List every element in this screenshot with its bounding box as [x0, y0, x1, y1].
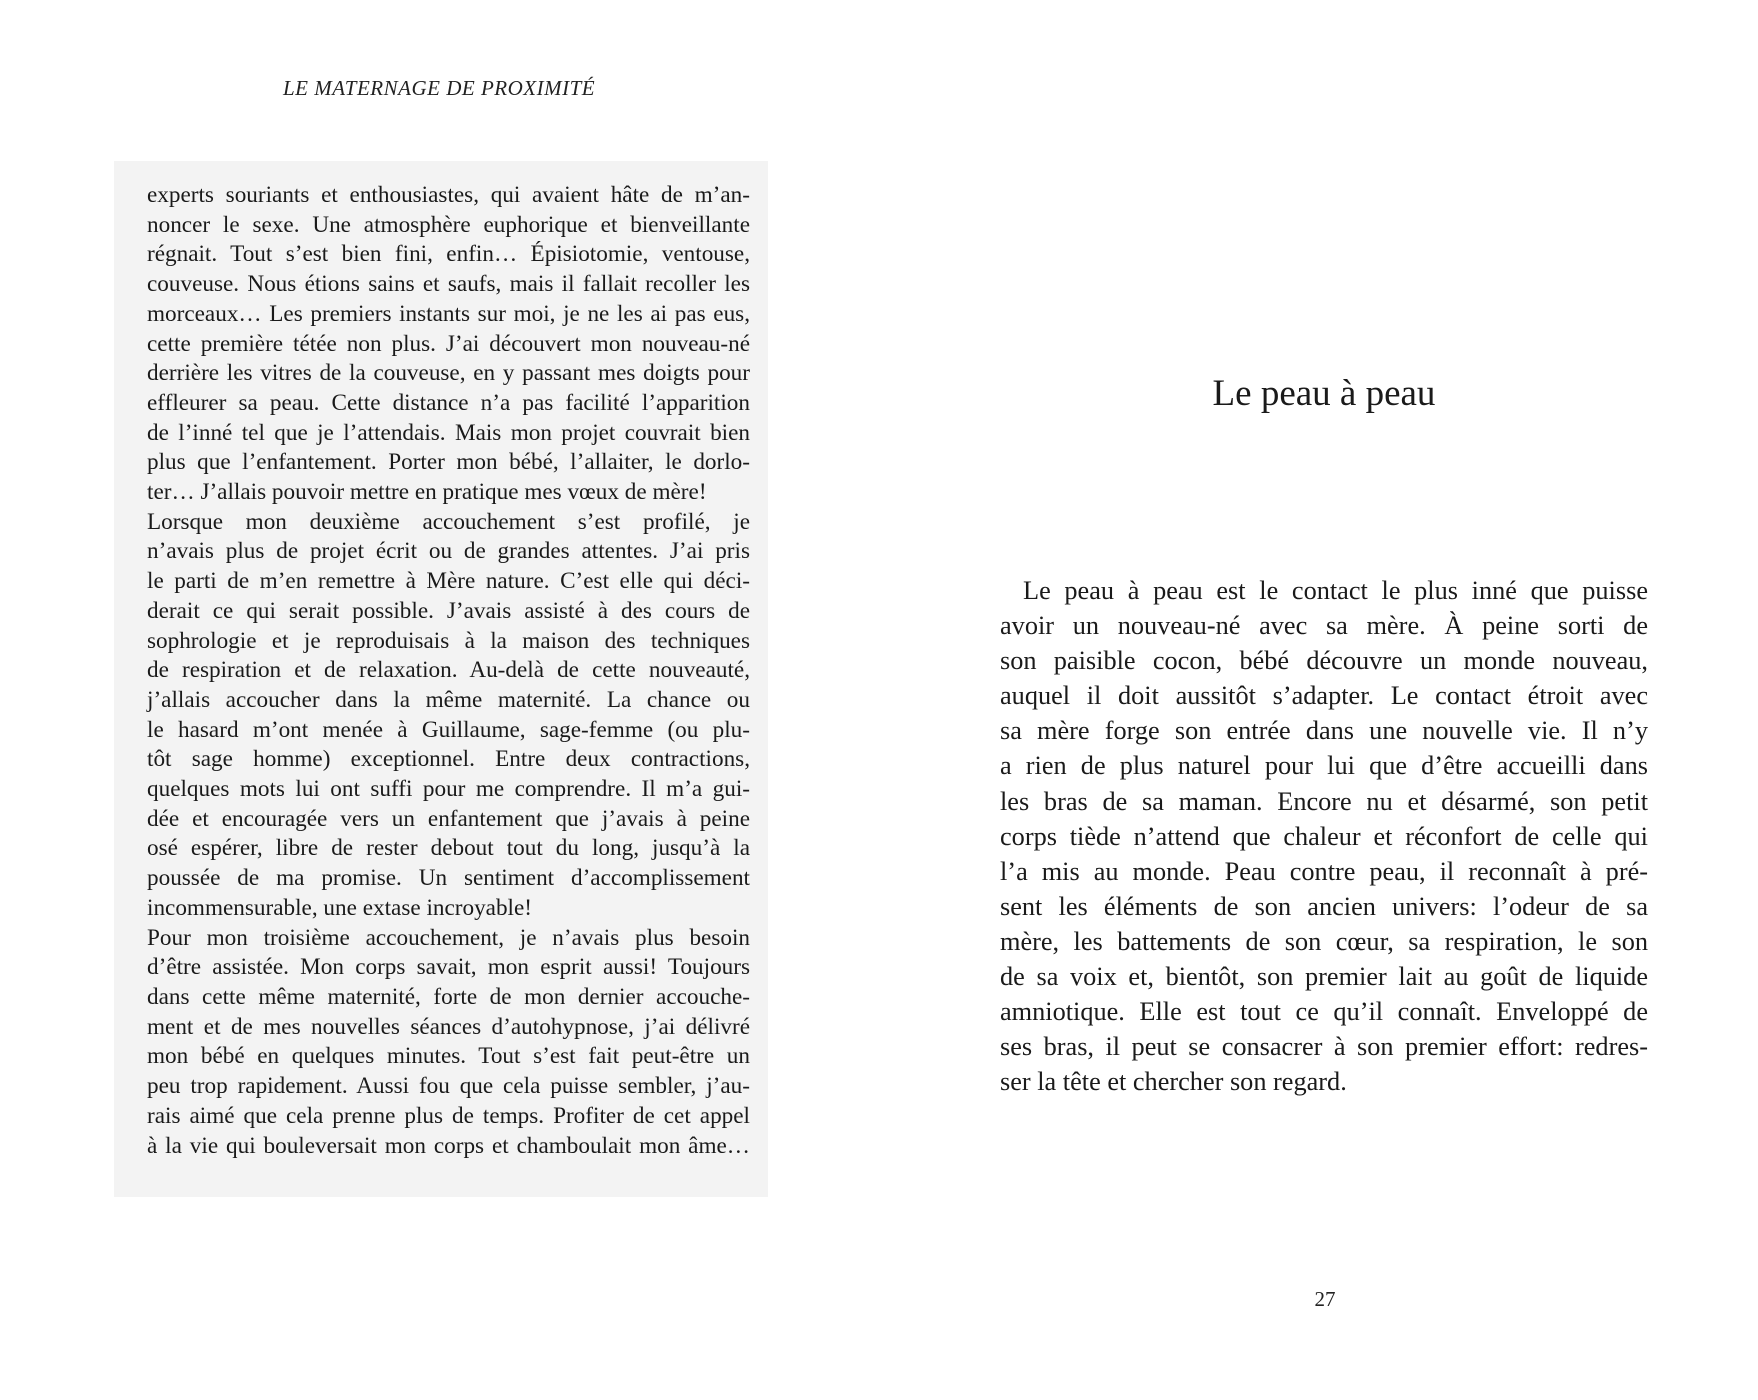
- body-line: sa mère forge son entrée dans une nouvelle vie. Il n’y: [1000, 716, 1648, 746]
- sidebar-line: j’allais accoucher dans la même maternité. La chance ou: [147, 686, 750, 713]
- sidebar-line: ter… J’allais pouvoir mettre en pratique mes vœux de mère!: [147, 479, 707, 506]
- sidebar-line: sophrologie et je reproduisais à la maison des techniques: [147, 627, 750, 654]
- body-line: a rien de plus naturel pour lui que d’être accueilli dans: [1000, 751, 1648, 781]
- sidebar-line: morceaux… Les premiers instants sur moi, je ne les ai pas eus,: [147, 300, 750, 327]
- sidebar-line: rais aimé que cela prenne plus de temps. Profiter de cet appel: [147, 1102, 750, 1129]
- sidebar-line: de l’inné tel que je l’attendais. Mais mon projet couvrait bien: [147, 419, 750, 446]
- body-line: de sa voix et, bientôt, son premier lait au goût de liquide: [1000, 962, 1648, 992]
- sidebar-line: couveuse. Nous étions sains et saufs, mais il fallait recoller les: [147, 271, 750, 298]
- sidebar-line: Lorsque mon deuxième accouchement s’est profilé, je: [147, 508, 750, 535]
- body-line: ses bras, il peut se consacrer à son premier effort: redres-: [1000, 1032, 1648, 1062]
- body-line: l’a mis au monde. Peau contre peau, il reconnaît à pré-: [1000, 856, 1648, 886]
- sidebar-line: à la vie qui bouleversait mon corps et chamboulait mon âme…: [147, 1132, 750, 1159]
- sidebar-line: d’être assistée. Mon corps savait, mon esprit aussi! Toujours: [147, 954, 750, 981]
- sidebar-line: tôt sage homme) exceptionnel. Entre deux contractions,: [147, 746, 750, 773]
- sidebar-line: derrière les vitres de la couveuse, en y passant mes doigts pour: [147, 360, 750, 387]
- sidebar-line: noncer le sexe. Une atmosphère euphorique et bienveillante: [147, 211, 750, 238]
- running-header: LE MATERNAGE DE PROXIMITÉ: [283, 76, 596, 100]
- sidebar-line: poussée de ma promise. Un sentiment d’accomplissement: [147, 865, 750, 892]
- body-line: corps tiède n’attend que chaleur et réconfort de celle qui: [1000, 821, 1648, 851]
- sidebar-line: dée et encouragée vers un enfantement que j’avais à peine: [147, 805, 750, 832]
- body-line: les bras de sa maman. Encore nu et désarmé, son petit: [1000, 786, 1648, 816]
- sidebar-line: osé espérer, libre de rester debout tout du long, jusqu’à la: [147, 835, 750, 862]
- sidebar-line: le parti de m’en remettre à Mère nature. C’est elle qui déci-: [147, 568, 750, 595]
- sidebar-line: experts souriants et enthousiastes, qui avaient hâte de m’an-: [147, 182, 750, 208]
- sidebar-line: peu trop rapidement. Aussi fou que cela puisse sembler, j’au-: [147, 1073, 750, 1100]
- body-paragraph: [1000, 573, 1648, 1099]
- sidebar-line: de respiration et de relaxation. Au-delà de cette nouveauté,: [147, 657, 750, 684]
- sidebar-line: dans cette même maternité, forte de mon dernier accouche-: [147, 983, 750, 1010]
- sidebar-line: ment et de mes nouvelles séances d’autohypnose, j’ai délivré: [147, 1013, 750, 1040]
- sidebar-line: Pour mon troisième accouchement, je n’avais plus besoin: [147, 924, 750, 951]
- sidebar-line: le hasard m’ont menée à Guillaume, sage-femme (ou plu-: [147, 716, 750, 743]
- body-line: son paisible cocon, bébé découvre un monde nouveau,: [1000, 646, 1648, 676]
- sidebar-line: mon bébé en quelques minutes. Tout s’est fait peut-être un: [147, 1043, 750, 1070]
- sidebar-line: cette première tétée non plus. J’ai découvert mon nouveau-né: [147, 330, 750, 357]
- sidebar-line: derait ce qui serait possible. J’avais assisté à des cours de: [147, 597, 750, 624]
- body-line: mère, les battements de son cœur, sa respiration, le son: [1000, 926, 1648, 956]
- body-line: sent les éléments de son ancien univers: l’odeur de sa: [1000, 891, 1648, 921]
- body-line: ser la tête et chercher son regard.: [1000, 1067, 1347, 1097]
- body-line: Le peau à peau est le contact le plus inné que puisse: [1023, 576, 1648, 605]
- body-line: avoir un nouveau-né avec sa mère. À peine sorti de: [1000, 611, 1648, 641]
- body-line: auquel il doit aussitôt s’adapter. Le contact étroit avec: [1000, 681, 1648, 711]
- body-line: amniotique. Elle est tout ce qu’il connaît. Enveloppé de: [1000, 997, 1648, 1027]
- sidebar-line: quelques mots lui ont suffi pour me comprendre. Il m’a gui-: [147, 776, 750, 803]
- testimony-sidebar-box: [114, 161, 768, 1197]
- chapter-title: Le peau à peau: [1212, 373, 1436, 414]
- sidebar-line: n’avais plus de projet écrit ou de grandes attentes. J’ai pris: [147, 538, 750, 565]
- sidebar-line: effleurer sa peau. Cette distance n’a pas facilité l’apparition: [147, 389, 750, 416]
- sidebar-line: incommensurable, une extase incroyable!: [147, 894, 533, 921]
- sidebar-line: plus que l’enfantement. Porter mon bébé, l’allaiter, le dorlo-: [147, 449, 750, 476]
- page-number: 27: [1314, 1287, 1336, 1311]
- sidebar-line: régnait. Tout s’est bien fini, enfin… Épisiotomie, ventouse,: [147, 241, 750, 268]
